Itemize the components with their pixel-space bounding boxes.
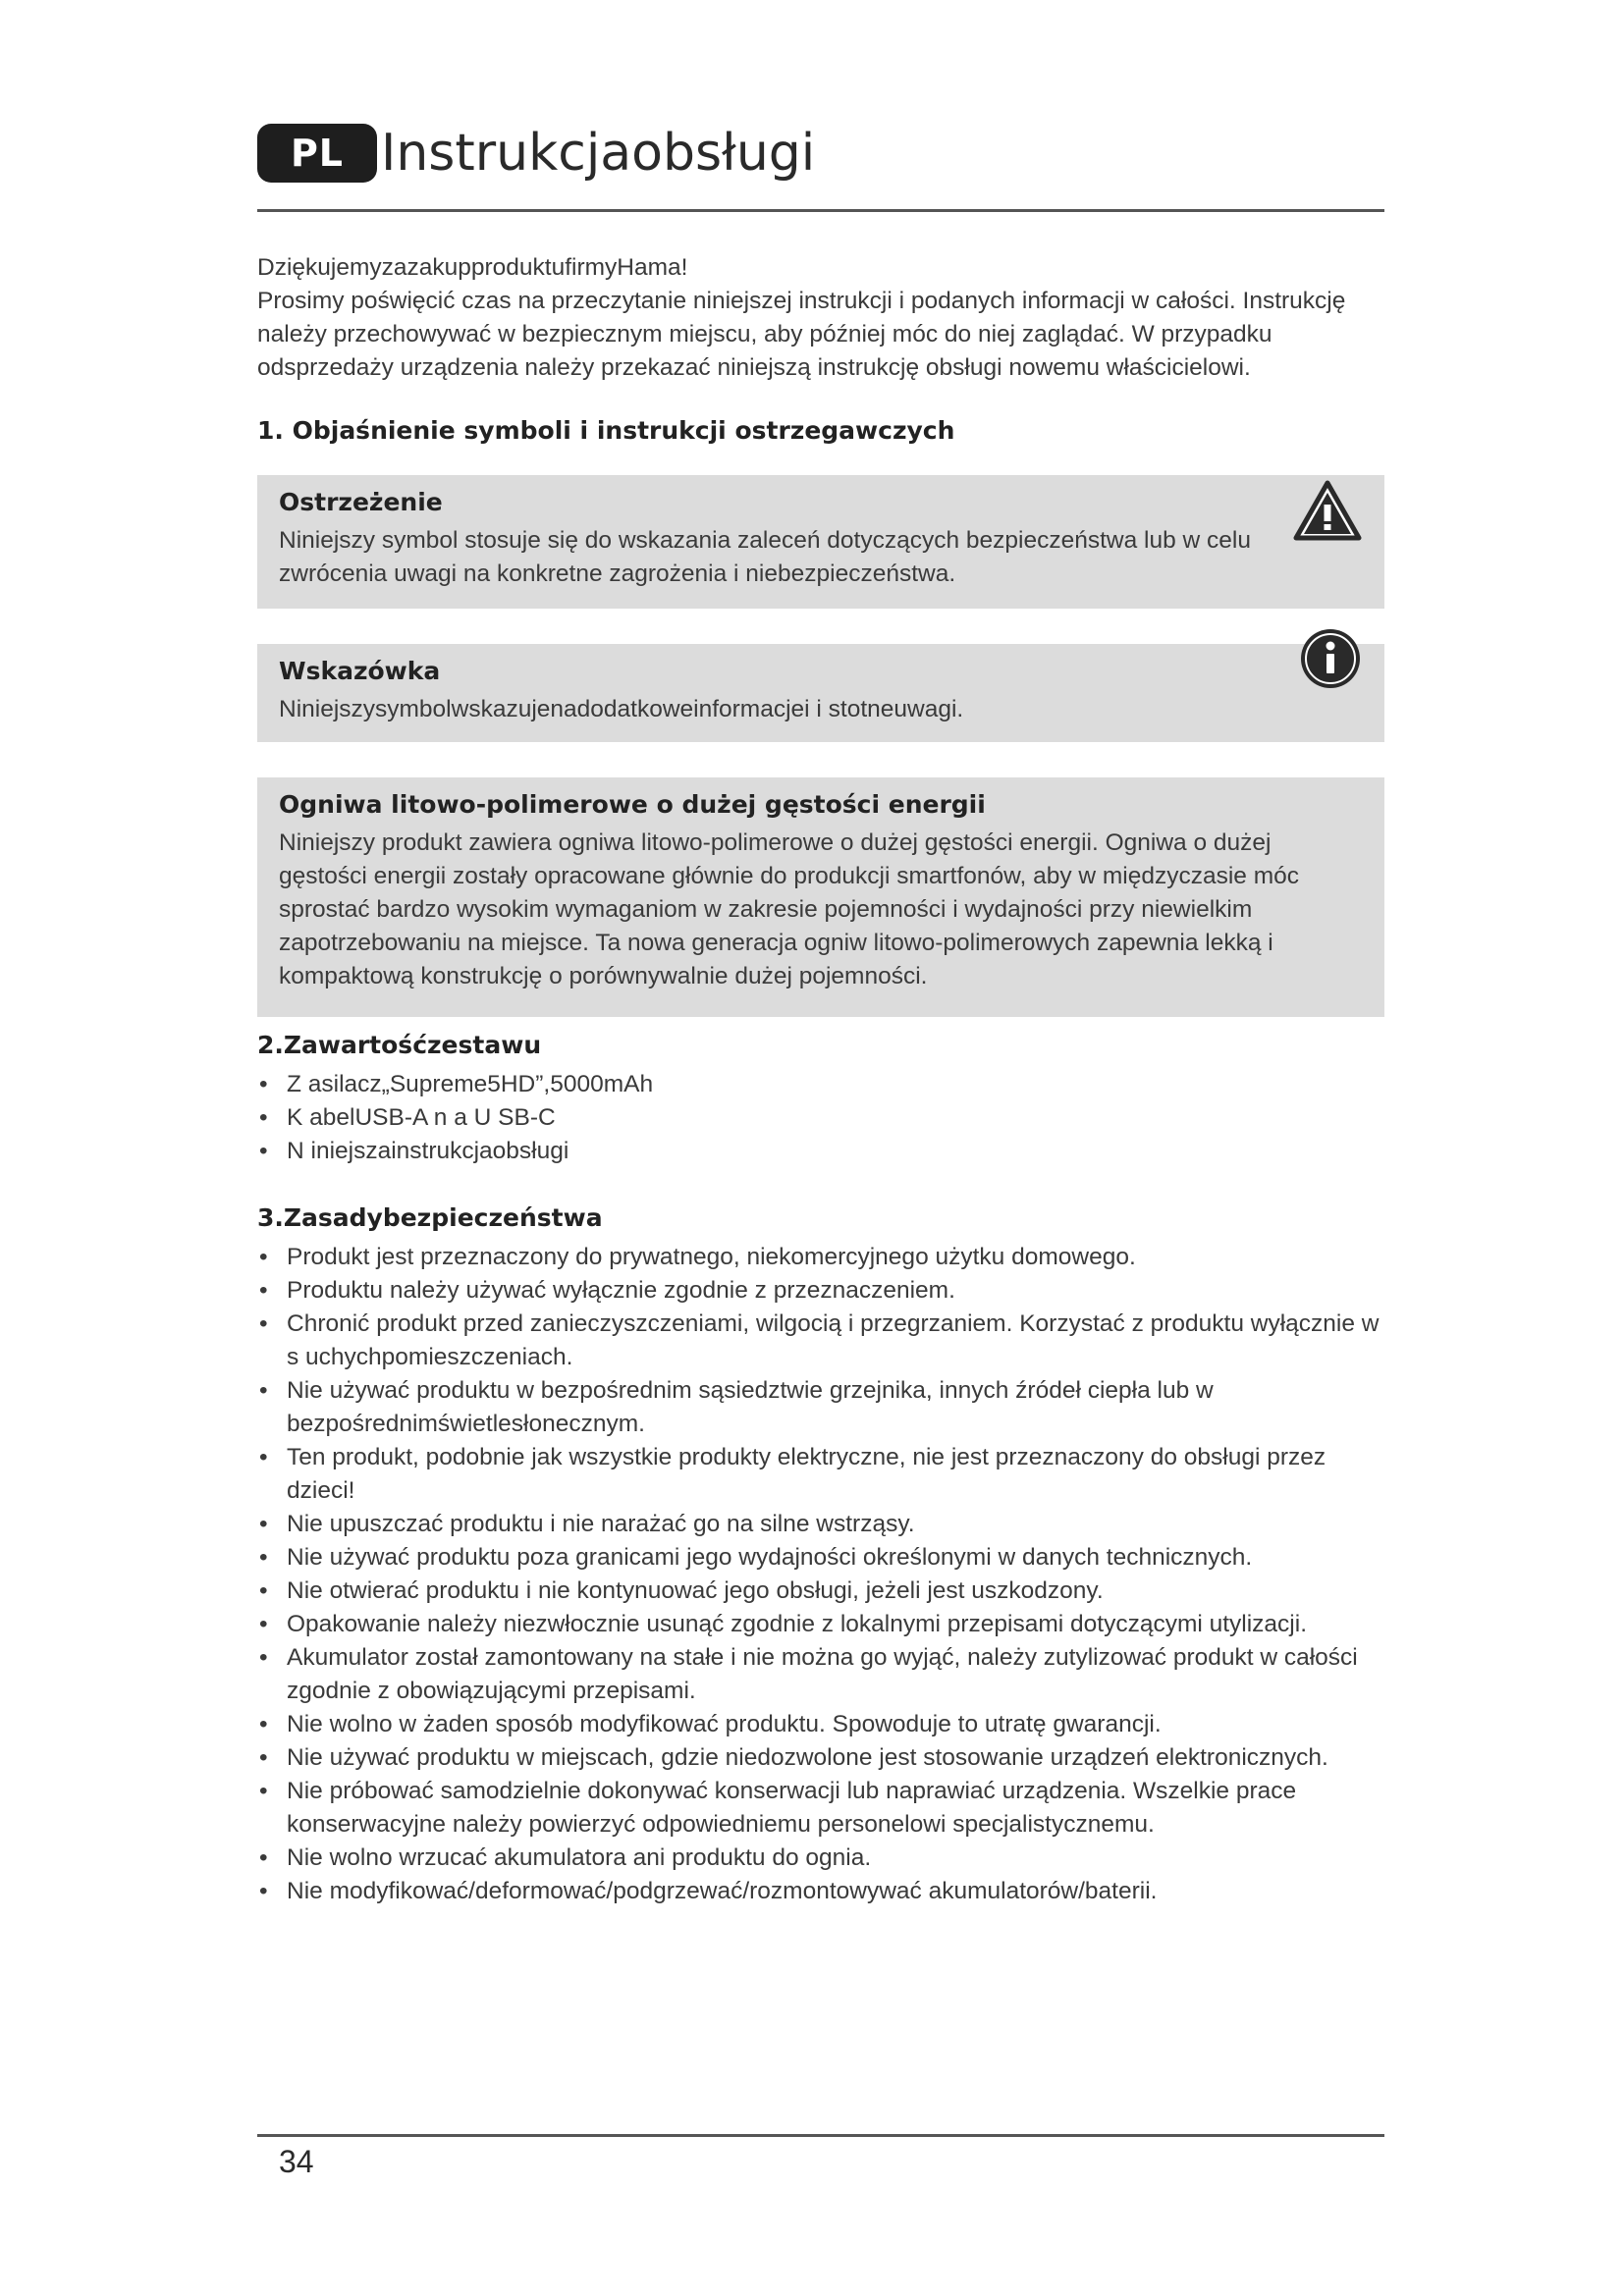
list-item: • Z asilacz„Supreme5HD”,5000mAh (257, 1068, 1384, 1101)
list-item: • Produkt jest przeznaczony do prywatnego, niekomercyjnego użytku domowego. (257, 1241, 1384, 1274)
list-item: • Nie próbować samodzielnie dokonywać konserwacji lub naprawiać urządzenia. Wszelkie prace konserwacyjne należy powierzyć odpowiedniemu personelowi specjalistycznemu. (257, 1775, 1384, 1842)
battery-info-box (257, 777, 1384, 1017)
language-badge: PL (257, 124, 377, 183)
section-2-title: 2.Zawartośćzestawu (257, 1031, 542, 1059)
list-item: • Nie wolno w żaden sposób modyfikować produktu. Spowoduje to utratę gwarancji. (257, 1708, 1384, 1741)
info-circle-icon (1298, 626, 1363, 696)
note-title: Wskazówka (279, 657, 441, 685)
list-item: • K abelUSB-A n a U SB-C (257, 1101, 1384, 1135)
note-box (257, 644, 1384, 742)
page-number: 34 (279, 2144, 314, 2179)
battery-text: Niniejszy produkt zawiera ogniwa litowo-polimerowe o dużej gęstości energii. Ogniwa o dużej gęstości energii zostały opracowane głównie do produkcji smartfonów, aby w międzyczasie móc sprostać bardzo wysokim wymaganiom w zakresie pojemności i wydajności przy niewielkim zapotrzebowaniu na miejsce. Ta nowa generacja ogniw litowo-polimerowych zapewnia lekką i kompaktową konstrukcję o porównywalnie dużej pojemności. (279, 829, 1300, 989)
intro-thanks: DziękujemyzazakupproduktufirmyHama! (257, 254, 688, 281)
manual-page (257, 0, 1384, 2296)
footer-divider (257, 2134, 1384, 2137)
list-item: • Nie używać produktu w miejscach, gdzie niedozwolone jest stosowanie urządzeń elektronicznych. (257, 1741, 1384, 1775)
header-divider (257, 209, 1384, 212)
list-item: • Nie używać produktu poza granicami jego wydajności określonymi w danych technicznych. (257, 1541, 1384, 1575)
page-title: Instrukcjaobsługi (381, 124, 816, 183)
note-text: Niniejszysymbolwskazujenadodatkoweinformacjei i stotneuwagi. (279, 696, 964, 722)
section-1-title: 1. Objaśnienie symboli i instrukcji ostrzegawczych (257, 416, 955, 445)
safety-rules-list (257, 1241, 1384, 1908)
list-item: • N iniejszainstrukcjaobsługi (257, 1135, 1384, 1168)
list-item: • Akumulator został zamontowany na stałe i nie można go wyjąć, należy zutylizować produkt w całości zgodnie z obowiązującymi przepisami. (257, 1641, 1384, 1708)
warning-box (257, 475, 1384, 609)
warning-title: Ostrzeżenie (279, 488, 443, 516)
list-item: • Nie używać produktu w bezpośrednim sąsiedztwie grzejnika, innych źródeł ciepła lub w bezpośrednimświetlesłonecznym. (257, 1374, 1384, 1441)
list-item: • Chronić produkt przed zanieczyszczeniami, wilgocią i przegrzaniem. Korzystać z produktu wyłącznie w s uchychpomieszczeniach. (257, 1308, 1384, 1374)
list-item: • Ten produkt, podobnie jak wszystkie produkty elektryczne, nie jest przeznaczony do obsługi przez dzieci! (257, 1441, 1384, 1508)
list-item: • Nie upuszczać produktu i nie narażać go na silne wstrząsy. (257, 1508, 1384, 1541)
package-contents-list (257, 1068, 1384, 1168)
list-item: • Produktu należy używać wyłącznie zgodnie z przeznaczeniem. (257, 1274, 1384, 1308)
intro-text (257, 251, 1384, 385)
battery-title: Ogniwa litowo-polimerowe o dużej gęstości energii (279, 790, 986, 819)
intro-paragraph: Prosimy poświęcić czas na przeczytanie niniejszej instrukcji i podanych informacji w całości. Instrukcję należy przechowywać w bezpiecznym miejscu, aby później móc do niej zaglądać. W przypadku odsprzedaży urządzenia należy przekazać niniejszą instrukcję obsługi nowemu właścicielowi. (257, 288, 1346, 381)
warning-triangle-icon (1292, 479, 1363, 547)
list-item: • Opakowanie należy niezwłocznie usunąć zgodnie z lokalnymi przepisami dotyczącymi utylizacji. (257, 1608, 1384, 1641)
section-3-title: 3.Zasadybezpieczeństwa (257, 1203, 603, 1232)
warning-text: Niniejszy symbol stosuje się do wskazania zaleceń dotyczących bezpieczeństwa lub w celu zwrócenia uwagi na konkretne zagrożenia i niebezpieczeństwa. (279, 527, 1252, 587)
page-header (257, 114, 1384, 212)
list-item: • Nie wolno wrzucać akumulatora ani produktu do ognia. (257, 1842, 1384, 1875)
list-item: • Nie modyfikować/deformować/podgrzewać/rozmontowywać akumulatorów/baterii. (257, 1875, 1384, 1908)
list-item: • Nie otwierać produktu i nie kontynuować jego obsługi, jeżeli jest uszkodzony. (257, 1575, 1384, 1608)
